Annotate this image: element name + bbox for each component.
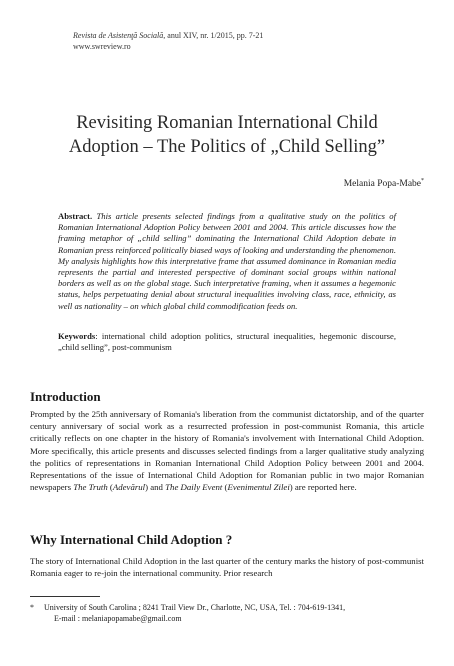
introduction-paragraph: Prompted by the 25th anniversary of Romania's liberation from the communist dictatorship, and of the quarter century anniversary of social work as a resurrected profession in post-communist Romania, this article critically reflects on one chapter in the history of Romania's involvement with International Child Adoption. More specifically, this article presents and discusses selected findings from a larger qualitative study analyzing the politics of representations in Romanian International Child Adoption Policy between 2001 and 2004. Representations of the issue of International Child Adoption for Romanian public in two major Romanian newspapers The Truth (Adevărul) and The Daily Event (Evenimentul Zilei) are reported here. [30,409,424,493]
intro-text-a: Prompted by the 25th anniversary of Romania's liberation from the communist dictatorship, and of the quarter century anniversary of social work as a resurrected profession in post-communist Romania, this article critically reflects on one chapter in the history of Romania's involvement with International Child Adoption. More specifically, this article presents and discusses selected findings from a larger qualitative study analyzing the politics of representations in Romanian International Child Adoption Policy between 2001 and 2004. Representations of the issue of International Child Adoption for Romanian public in two major Romanian newspapers [30,409,424,493]
footnote [30,602,424,624]
newspaper-2: The Daily Event [165,482,223,493]
abstract-label: Abstract. [58,211,93,221]
why-paragraph: The story of International Child Adoption in the last quarter of the century marks the history of post-communist Romania eager to re-join the international community. Prior research [30,556,424,579]
abstract-text: This article presents selected findings from a qualitative study on the politics of Romanian International Adoption Policy between 2001 and 2004. This article discusses how the framing metaphor of „child selling” dominating the International Child Adoption debate in Romanian press reinforced politically biased ways of looking and understanding the phenomenon. My analysis highlights how this interpretative frame that assumed dominance in Romanian media represents the partial and interested perspective of dominant social groups within national borders as well as on the global stage. Such interpretative framing, when it assumes a hegemonic status, helps perpetuating denial about structural inequalities involving class, race, ethnicity, as well as nationality – on which global child commodification feeds on. [58,211,396,311]
journal-name: Revista de Asistenţă Socială [73,31,164,40]
keywords-text: : international child adoption politics, structural inequalities, hegemonic discourse, „child selling”, post-communism [58,331,396,353]
footnote-affiliation: University of South Carolina ; 8241 Trail View Dr., Charlotte, NC, USA, Tel. : 704-619-1341, [44,603,346,612]
keywords [58,331,396,353]
section-heading-why: Why International Child Adoption ? [30,532,233,547]
footnote-rule [30,596,100,597]
abstract [58,211,396,312]
footnote-email: E-mail : melaniapopamabe@gmail.com [54,614,182,623]
article-title [30,111,424,159]
newspaper-1: The Truth [73,482,108,493]
intro-text-c: are reported here. [292,482,357,493]
author-name [344,178,424,189]
section-heading-introduction: Introduction [30,389,101,404]
author-text: Melania Popa-Mabe [343,179,421,190]
author-footnote-mark: * [421,178,424,184]
title-line-2: Adoption – The Politics of „Child Selling” [68,137,386,157]
intro-text-b: and [148,482,166,493]
journal-issue: , anul XIV, nr. 1/2015, pp. 7-21 [163,31,264,40]
title-line-1: Revisiting Romanian International Child [76,113,378,133]
keywords-label: Keywords [58,331,96,341]
journal-citation [73,30,263,41]
newspaper-1-ro: Adevărul [112,482,146,493]
footnote-mark: * [30,603,34,612]
newspaper-2-ro: Evenimentul Zilei [227,482,290,493]
journal-website: www.swreview.ro [73,42,131,51]
journal-header [73,30,263,52]
footnote-line-1 [30,602,424,613]
